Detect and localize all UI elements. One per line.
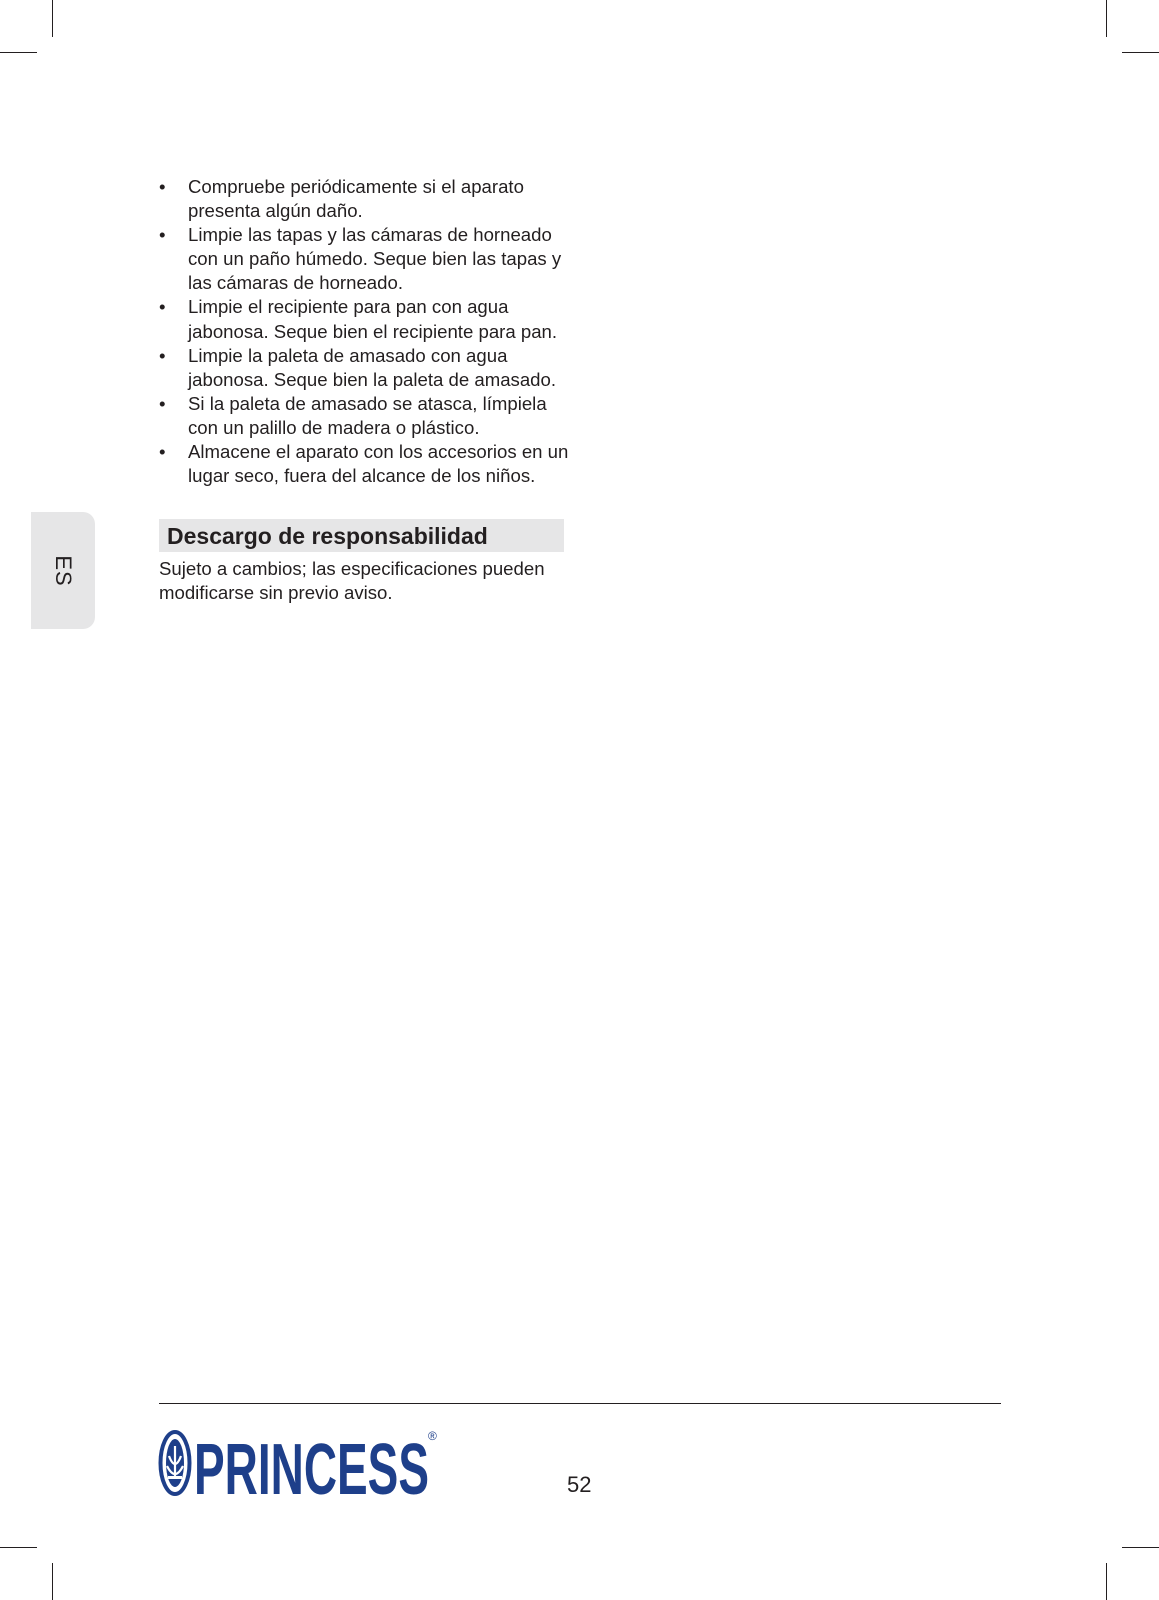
main-content (159, 175, 569, 605)
crop-mark (1122, 1547, 1159, 1548)
brand-wordmark: PRINCESS (194, 1430, 429, 1498)
list-item: • Limpie las tapas y las cámaras de horneado con un paño húmedo. Seque bien las tapas y las cámaras de horneado. (159, 223, 569, 295)
language-tab-label: ES (51, 554, 76, 587)
crop-mark (52, 1563, 53, 1600)
list-item: • Limpie la paleta de amasado con agua jabonosa. Seque bien la paleta de amasado. (159, 344, 569, 392)
crop-mark (0, 52, 37, 53)
crop-mark (0, 1547, 37, 1548)
disclaimer-heading: Descargo de responsabilidad (159, 519, 564, 552)
crop-mark (1106, 0, 1107, 37)
crop-mark (52, 0, 53, 37)
crown-emblem-icon (161, 1432, 190, 1494)
list-item: • Limpie el recipiente para pan con agua jabonosa. Seque bien el recipiente para pan. (159, 295, 569, 343)
crop-mark (1122, 52, 1159, 53)
princess-logo (158, 1426, 440, 1498)
language-tab (31, 512, 95, 629)
list-item: • Si la paleta de amasado se atasca, límpiela con un palillo de madera o plástico. (159, 392, 569, 440)
disclaimer-body: Sujeto a cambios; las especificaciones pueden modificarse sin previo aviso. (159, 558, 545, 604)
list-item: • Compruebe periódicamente si el aparato presenta algún daño. (159, 175, 569, 223)
page-number: 52 (567, 1472, 592, 1497)
list-item: • Almacene el aparato con los accesorios en un lugar seco, fuera del alcance de los niños. (159, 440, 569, 488)
crop-mark (1106, 1563, 1107, 1600)
maintenance-list (159, 175, 569, 488)
registered-mark: ® (428, 1429, 437, 1443)
footer-divider (159, 1403, 1001, 1404)
